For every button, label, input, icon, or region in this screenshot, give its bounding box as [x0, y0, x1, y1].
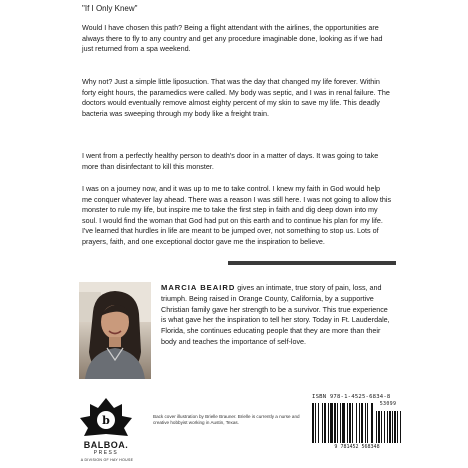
blurb-paragraph-2: Why not? Just a simple little liposuction. That was the day that changed my life forever. Within forty eight hours, the paramedics were called. My body was septic, and I was in renal failure. The doctors would eventually remove almost eighty percent of my skin to save my life. This deadly bacteria was sweeping through my body like a freight train. — [82, 77, 390, 118]
author-portrait-illustration — [79, 282, 151, 379]
author-bio — [161, 283, 393, 348]
author-bio-text: gives an intimate, true story of pain, loss, and triumph. Being raised in Orange County, California, by a supportive Christian family gave her strength to be a survivor. This true experience is what gave her the inspiration to tell her story. Today in Ft. Lauderdale, Florida, she continues educating people that they are more than their body and teaches the importance of self-love. — [161, 283, 390, 346]
publisher-press: PRESS — [93, 450, 119, 456]
section-divider — [228, 261, 396, 265]
publisher-name: BALBOA. — [83, 440, 129, 450]
illustration-credit: Back cover illustration by Brielle Brauner. Brielle is currently a nurse and creative hobbyist working in Austin, Texas. — [153, 414, 300, 426]
publisher-logo — [76, 396, 136, 466]
blurb-paragraph-1: Would I have chosen this path? Being a flight attendant with the airlines, the opportunities are always there to fly to any country and get any procedure imaginable done, looking as if we had just returned from a spa weekend. — [82, 23, 383, 54]
isbn-number: ISBN 978-1-4525-6834-8 — [312, 394, 391, 400]
author-name: MARCIA BEAIRD — [161, 283, 236, 292]
isbn-barcode — [312, 394, 402, 454]
blurb-paragraph-3: I went from a perfectly healthy person to death's door in a matter of days. It was going to take more than disinfectant to kill this monster. — [82, 151, 379, 171]
barcode-bars — [312, 403, 402, 443]
price-code: 53099 — [379, 401, 397, 407]
publisher-division: A DIVISION OF HAY HOUSE — [80, 458, 134, 462]
barcode-digits: 9 781452 568348 — [334, 444, 380, 450]
svg-text:b: b — [102, 414, 110, 427]
book-quote-title: "If I Only Knew" — [82, 4, 138, 13]
balboa-lotus-icon — [76, 396, 136, 440]
blurb-paragraph-4: I was on a journey now, and it was up to me to take control. I knew my faith in God would help me conquer whatever lay ahead. There was a reason I was still here. I was not going to allow this monster to rule my life, but inspire me to take the first step in faith and dig deep down into my soul. I would find the woman that God had put on this earth and to continue his plan for my life. I've learned that hurdles in life are meant to be jumped over, not something to stop us. Lots of prayers, faith, and one exceptional doctor gave me the inspiration to believe. — [82, 184, 392, 246]
author-photo — [79, 282, 151, 379]
